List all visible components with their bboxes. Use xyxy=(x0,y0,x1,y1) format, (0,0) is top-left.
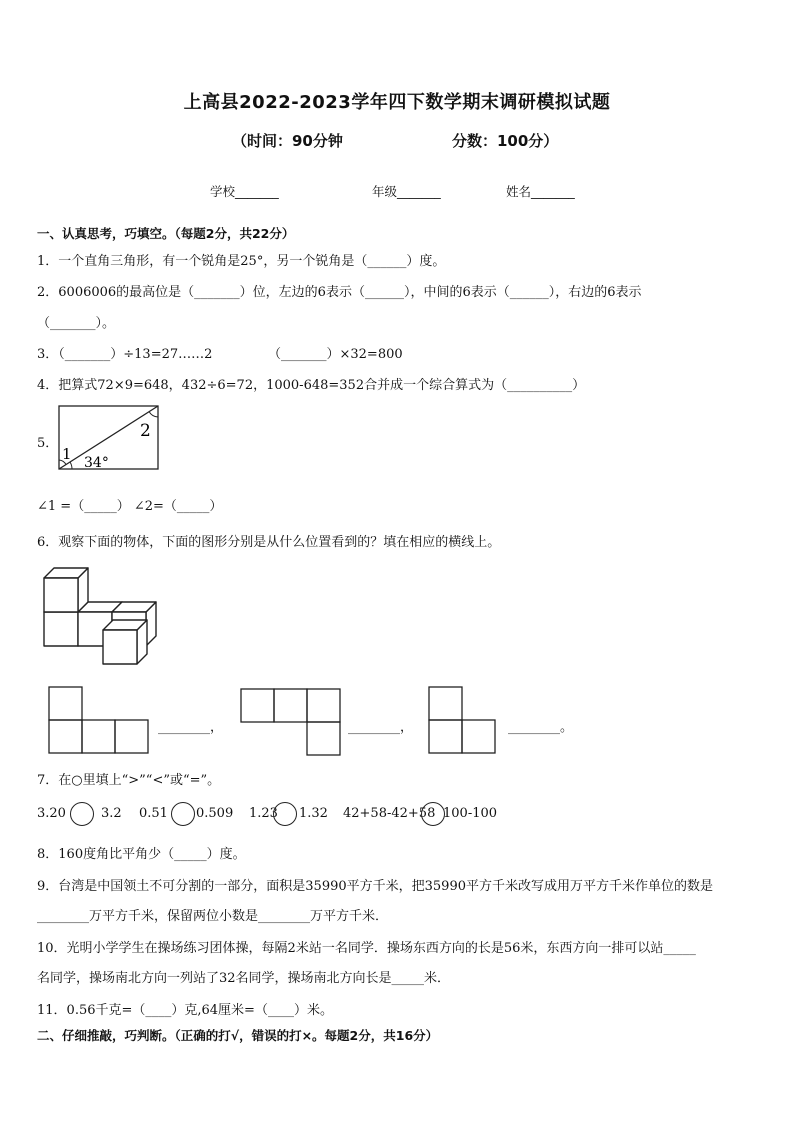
view-2-answer-blank[interactable]: ________， xyxy=(348,720,414,735)
compare-2-circle[interactable] xyxy=(171,802,195,826)
question-3-part-2: （_______）×32=800 xyxy=(268,347,403,362)
question-10-line-2: 名同学，操场南北方向一列站了32名同学，操场南北方向长是_____米． xyxy=(37,971,451,986)
compare-1-right: 3.2 xyxy=(101,806,122,821)
question-2-line-1: 2．6006006的最高位是（_______）位，左边的6表示（______），中间的6表示（______），右边的6表示 xyxy=(37,285,642,300)
rectangle-diagonal-figure xyxy=(58,405,160,471)
angle-2-label: 2 xyxy=(140,421,151,441)
question-8: 8．160度角比平角少（_____）度。 xyxy=(37,847,246,862)
compare-3-left: 1.23 xyxy=(249,806,278,821)
section-1-heading: 一、认真思考，巧填空。（每题2分，共22分） xyxy=(37,226,295,241)
compare-4-left: 42+58-42+58 xyxy=(343,806,436,821)
question-7: 7．在○里填上“>”“<”或“=”。 xyxy=(37,773,221,788)
page-title: 上高县2022-2023学年四下数学期末调研模拟试题 xyxy=(183,92,611,113)
compare-1-circle[interactable] xyxy=(70,802,94,826)
compare-3-circle[interactable] xyxy=(273,802,297,826)
compare-2-right: 0.509 xyxy=(196,806,234,821)
question-2-line-2: （_______）。 xyxy=(37,316,116,331)
compare-4-circle[interactable] xyxy=(421,802,445,826)
view-3-grid xyxy=(428,686,498,755)
exam-time: （时间：90分钟 xyxy=(232,132,343,150)
question-4: 4．把算式72×9=648，432÷6=72，1000-648=352合并成一个综合算式为（__________） xyxy=(37,378,586,393)
question-5-answers: ∠1 =（_____） ∠2=（_____） xyxy=(37,499,223,514)
question-9-line-2: ________万平方千米，保留两位小数是________万平方千米． xyxy=(37,909,389,924)
view-3-answer-blank[interactable]: ________。 xyxy=(508,720,574,735)
compare-2-left: 0.51 xyxy=(139,806,168,821)
question-10-line-1: 10．光明小学学生在操场练习团体操，每隔2米站一名同学．操场东西方向的长是56米，东西方向一排可以站_____ xyxy=(37,941,696,956)
compare-4-right: 100-100 xyxy=(443,806,498,821)
question-6: 6．观察下面的物体，下面的图形分别是从什么位置看到的？填在相应的横线上。 xyxy=(37,535,501,550)
exam-score: 分数：100分） xyxy=(452,132,559,150)
school-field[interactable]: 学校_______ xyxy=(210,184,279,199)
angle-34-label: 34° xyxy=(84,455,109,471)
name-field[interactable]: 姓名_______ xyxy=(506,184,575,199)
view-2-grid xyxy=(240,688,343,757)
view-1-grid xyxy=(48,686,151,755)
question-1: 1．一个直角三角形，有一个锐角是25°，另一个锐角是（______）度。 xyxy=(37,254,446,269)
question-9-line-1: 9．台湾是中国领土不可分割的一部分，面积是35990平方千米，把35990平方千米改写成用万平方千米作单位的数是 xyxy=(37,879,713,894)
question-5: 5． xyxy=(37,436,59,451)
section-2-heading: 二、仔细推敲，巧判断。（正确的打√，错误的打×。每题2分，共16分） xyxy=(37,1028,439,1043)
question-3-part-1: 3．（_______）÷13=27……2 xyxy=(37,347,213,362)
compare-3-right: 1.32 xyxy=(299,806,328,821)
cube-solid-figure xyxy=(40,570,165,670)
angle-1-label: 1 xyxy=(62,445,72,463)
question-11: 11．0.56千克=（____）克,64厘米=（____）米。 xyxy=(37,1003,333,1018)
view-1-answer-blank[interactable]: ________， xyxy=(158,720,224,735)
compare-1-left: 3.20 xyxy=(37,806,66,821)
grade-field[interactable]: 年级_______ xyxy=(372,184,441,199)
